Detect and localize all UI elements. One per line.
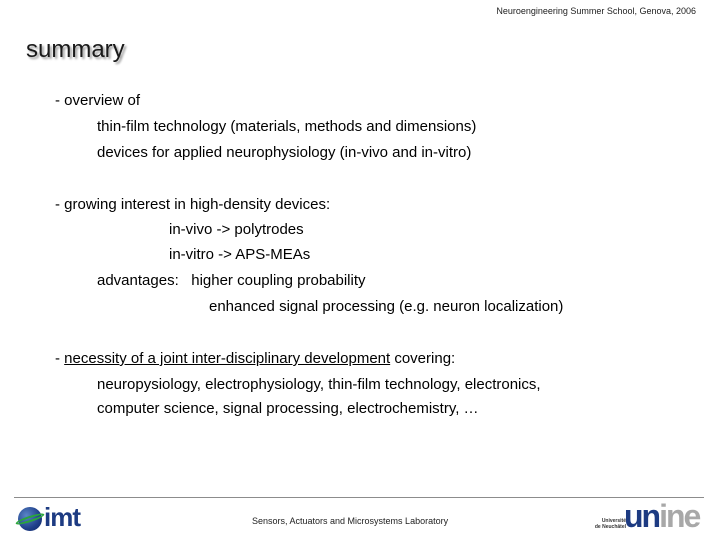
unine-logo (580, 498, 700, 536)
unine-logo-ine: ine (659, 498, 700, 534)
unine-line-1: Université (601, 518, 626, 524)
bullet-necessity-prefix: - (55, 350, 65, 367)
unine-logo-un: un (624, 498, 660, 534)
slide-title: summary (26, 36, 125, 63)
bullet-necessity-underlined: necessity of a joint inter-disciplinary development (64, 350, 391, 367)
lab-name: Sensors, Actuators and Microsystems Laboratory (252, 516, 449, 526)
sub-devices: devices for applied neurophysiology (in-vivo and in-vitro) (97, 144, 472, 161)
sub-advantages: advantages: higher coupling probability (97, 272, 366, 289)
sub-in-vitro: in-vitro -> APS-MEAs (169, 246, 311, 263)
sub-thin-film: thin-film technology (materials, methods and dimensions) (97, 118, 477, 135)
bullet-necessity (55, 350, 455, 367)
conference-header: Neuroengineering Summer School, Genova, 2006 (496, 6, 696, 16)
bullet-necessity-suffix: covering: (390, 350, 456, 367)
sub-in-vivo: in-vivo -> polytrodes (169, 221, 304, 238)
imt-logo-text: imt (44, 502, 80, 532)
footer-divider (14, 497, 704, 498)
bullet-growing-interest: - growing interest in high-density devices: (55, 196, 331, 213)
bullet-overview: - overview of (55, 92, 141, 109)
imt-logo (18, 502, 108, 533)
sub-disciplines-2: computer science, signal processing, electrochemistry, … (97, 400, 479, 417)
unine-line-2: de Neuchâtel (594, 524, 626, 530)
sub-disciplines-1: neuropysiology, electrophysiology, thin-film technology, electronics, (97, 376, 541, 393)
unine-logo-text (624, 498, 699, 535)
sub-signal-processing: enhanced signal processing (e.g. neuron localization) (209, 298, 564, 315)
